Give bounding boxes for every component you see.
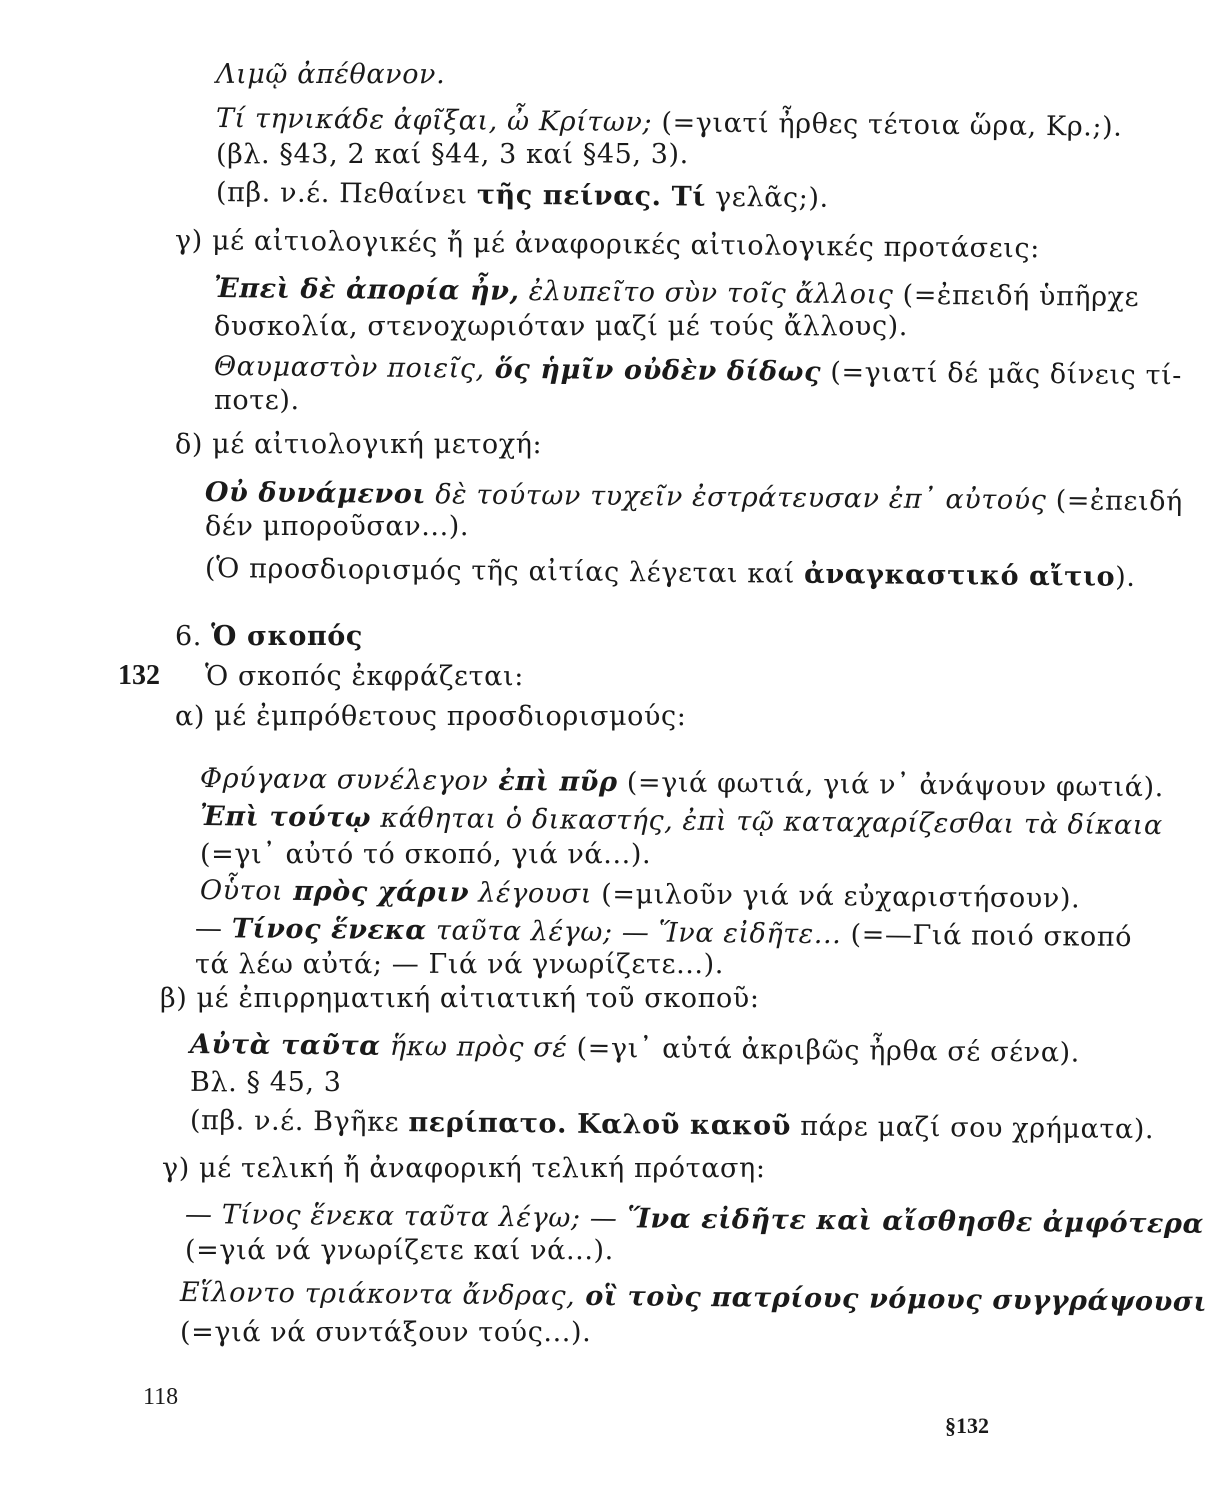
text-run: (=γι᾽ αὐτό τό σκοπό, γιά νά...). bbox=[200, 839, 652, 870]
text-run: — Τίνος ἕνεκα ταῦτα λέγω; — bbox=[184, 1199, 618, 1235]
text-run: λέγουσι bbox=[469, 877, 593, 910]
text-run: — bbox=[194, 913, 232, 945]
text-run: Λιμῷ ἀπέθανον. bbox=[216, 59, 446, 90]
text-line bbox=[175, 428, 542, 462]
text-run: ἐπὶ πῦρ bbox=[488, 765, 618, 799]
text-run: πάρε μαζί σου χρήματα). bbox=[790, 1110, 1155, 1146]
text-run: Τί τηνικάδε ἀφῖξαι, ὦ Κρίτων; bbox=[215, 103, 653, 139]
text-line bbox=[200, 762, 1164, 805]
text-run: ). bbox=[1115, 561, 1136, 593]
text-run: Οὐ δυνάμενοι bbox=[204, 477, 427, 511]
text-line bbox=[216, 176, 829, 216]
text-run: (Ὁ προσδιορισμός τῆς αἰτίας λέγεται καί bbox=[204, 553, 805, 590]
text-line bbox=[214, 350, 1182, 393]
text-line bbox=[175, 224, 1040, 266]
text-run: (πβ. ν.έ. Βγῆκε bbox=[189, 1105, 409, 1139]
text-run: ἐλυπεῖτο σὺν τοῖς ἄλλοις bbox=[519, 275, 894, 311]
text-line bbox=[195, 948, 724, 982]
running-footer: §132 bbox=[945, 1413, 989, 1438]
text-run: Ὁ σκοπός bbox=[211, 621, 363, 652]
text-run: δυσκολία, στενοχωριόταν μαζί μέ τούς ἄλλους). bbox=[214, 311, 908, 342]
text-run: (=γιά νά συντάξουν τούς...). bbox=[180, 1317, 592, 1348]
text-run: Οὗτοι bbox=[199, 875, 284, 907]
text-line bbox=[162, 1152, 766, 1186]
text-line bbox=[175, 700, 686, 734]
text-run: γ) μέ αἰτιολογικές ἤ μέ ἀναφορικές αἰτιολογικές προτάσεις: bbox=[174, 225, 1041, 265]
text-run: Θαυμαστὸν ποιεῖς, bbox=[213, 351, 485, 385]
text-line bbox=[205, 660, 524, 694]
text-run: δ) μέ αἰτιολογική μετοχή: bbox=[175, 429, 543, 460]
text-run: ἥκω πρὸς σέ bbox=[380, 1030, 568, 1064]
text-line bbox=[180, 1316, 591, 1350]
text-line bbox=[216, 58, 445, 92]
text-run: δὲ τούτων τυχεῖν ἐστράτευσαν ἐπ᾽ αὐτούς bbox=[425, 479, 1047, 517]
text-run: τά λέω αὐτά; — Γιά νά γνωρίζετε...). bbox=[195, 949, 724, 980]
text-line bbox=[216, 138, 689, 172]
text-run: γ) μέ τελική ἤ ἀναφορική τελική πρόταση: bbox=[162, 1153, 766, 1184]
text-run: (=γιατί ἦρθες τέτοια ὥρα, Κρ.;). bbox=[652, 107, 1123, 143]
text-line bbox=[175, 620, 363, 654]
text-run: (=—Γιά ποιό σκοπό bbox=[841, 919, 1133, 953]
text-run: (=γι᾽ αὐτά ἀκριβῶς ἦρθα σέ σένα). bbox=[567, 1032, 1081, 1069]
text-run: Ἐπὶ τούτῳ bbox=[199, 801, 372, 834]
text-run: (=γιά νά γνωρίζετε καί νά...). bbox=[185, 1235, 614, 1266]
text-line bbox=[200, 874, 1081, 916]
text-run: (=γιά φωτιά, γιά ν᾽ ἀνάψουν φωτιά). bbox=[617, 767, 1165, 804]
text-run: Ἵνα εἰδῆτε καὶ αἴσθησθε ἀμφότερα bbox=[617, 1203, 1205, 1240]
text-line bbox=[205, 510, 469, 544]
text-run: ταῦτα λέγω; — Ἵνα εἰδῆτε... bbox=[426, 915, 842, 951]
text-run: (=ἐπειδή bbox=[1046, 485, 1183, 518]
text-run: Βλ. § 45, 3 bbox=[190, 1067, 342, 1098]
text-run: (πβ. ν.έ. Πεθαίνει bbox=[215, 177, 477, 211]
text-run: ποτε). bbox=[214, 385, 300, 416]
text-line bbox=[214, 384, 300, 418]
page-number: 118 bbox=[143, 1384, 179, 1410]
text-run: (=ἐπειδή ὑπῆρχε bbox=[893, 279, 1140, 313]
text-run: οἳ τοὺς πατρίους νόμους συγγράψουσι bbox=[575, 1280, 1207, 1318]
text-line bbox=[200, 838, 651, 872]
text-line bbox=[190, 1104, 1154, 1147]
text-line bbox=[214, 310, 908, 344]
text-run: Τίνος ἕνεκα bbox=[231, 913, 427, 947]
text-run: δέν μποροῦσαν...). bbox=[205, 511, 470, 542]
text-line bbox=[214, 272, 1139, 315]
text-line bbox=[205, 552, 1136, 595]
text-run: πρὸς χάριν bbox=[283, 875, 470, 909]
text-line bbox=[185, 1234, 614, 1268]
text-run: Αὐτὰ ταῦτα bbox=[189, 1029, 381, 1062]
text-run: α) μέ ἐμπρόθετους προσδιορισμούς: bbox=[175, 701, 687, 732]
text-run: Ἐπεὶ δὲ ἀπορία ἦν, bbox=[213, 273, 520, 307]
text-run: ὅς ἡμῖν οὐδὲν δίδως bbox=[484, 353, 822, 388]
text-run: περίπατο. Καλοῦ κακοῦ bbox=[408, 1107, 792, 1142]
text-run: Εἵλοντο τριάκοντα ἄνδρας, bbox=[179, 1277, 576, 1312]
text-line bbox=[190, 1028, 1080, 1071]
section-number: 132 bbox=[118, 660, 160, 691]
text-run: (=μιλοῦν γιά νά εὐχαριστήσουν). bbox=[591, 878, 1081, 915]
text-run: γελᾶς;). bbox=[705, 181, 829, 214]
text-run: (=γιατί δέ μᾶς δίνεις τί- bbox=[820, 356, 1183, 392]
text-line bbox=[180, 1276, 1207, 1320]
text-run: Ὁ σκοπός ἐκφράζεται: bbox=[205, 661, 524, 692]
text-line bbox=[160, 982, 760, 1016]
text-run: ἀναγκαστικό αἴτιο bbox=[803, 558, 1116, 593]
text-line bbox=[190, 1066, 342, 1100]
text-run: κάθηται ὁ δικαστής, ἐπὶ τῷ καταχαρίζεσθαι τὰ δίκαια bbox=[371, 802, 1163, 842]
text-line bbox=[200, 800, 1163, 843]
text-run: Φρύγανα συνέλεγον bbox=[199, 763, 489, 797]
text-run: β) μέ ἐπιρρηματική αἰτιατική τοῦ σκοποῦ: bbox=[160, 983, 760, 1014]
text-run: τῆς πείνας. Τί bbox=[476, 179, 707, 213]
text-run: 6. bbox=[175, 621, 212, 652]
text-run: (βλ. §43, 2 καί §44, 3 καί §45, 3). bbox=[216, 139, 689, 170]
